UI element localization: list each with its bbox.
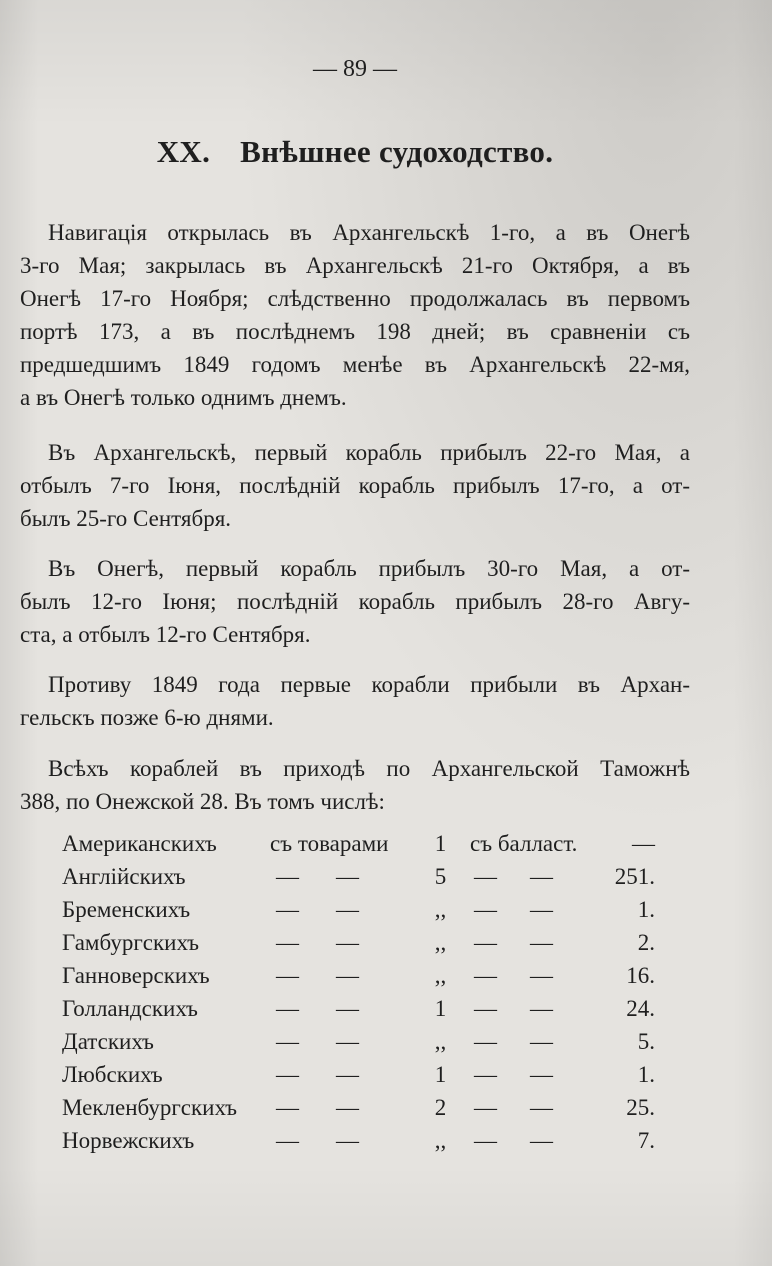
table-row [0, 959, 772, 992]
with-ballast-count: 25. [626, 1095, 655, 1120]
ditto-dash: — [276, 864, 299, 889]
with-goods-column [268, 992, 413, 1025]
with-ballast-column [468, 992, 593, 1025]
text-line: гельскъ позже 6-ю днями. [20, 705, 274, 730]
with-goods-count: ,, [434, 897, 447, 922]
ditto-dash: — [336, 1128, 359, 1153]
text-line: ста, а отбылъ 12-го Сентября. [20, 622, 311, 647]
text-line: былъ 25-го Сентября. [20, 506, 232, 531]
ditto-dash: — [276, 963, 299, 988]
section-heading [20, 133, 690, 171]
with-goods-column [268, 827, 413, 860]
ship-nationality: Ганноверскихъ [62, 963, 210, 988]
ditto-dash: — [474, 1029, 497, 1054]
with-ballast-count: 7. [637, 1128, 655, 1153]
with-ballast-column [468, 1091, 593, 1124]
ship-nationality: Американскихъ [62, 831, 217, 856]
ditto-dash: — [336, 1062, 359, 1087]
text-line: Всѣхъ кораблей въ приходѣ по Архангельской Таможнѣ [48, 756, 690, 781]
with-ballast-count: 16. [626, 963, 655, 988]
table-row [0, 1058, 772, 1091]
with-goods-column [268, 893, 413, 926]
paragraph [20, 552, 690, 651]
ship-nationality: Датскихъ [62, 1029, 154, 1054]
ditto-dash: — [530, 1095, 553, 1120]
with-goods-label: съ товарами [270, 831, 389, 856]
text-line: Навигація открылась въ Архангельскѣ 1-го, а въ Онегѣ [48, 220, 690, 245]
with-ballast-label: съ балласт. [470, 831, 578, 856]
with-ballast-count: 1. [637, 1062, 655, 1087]
text-line: Въ Онегѣ, первый корабль прибылъ 30-го Мая, а от- [48, 556, 690, 581]
with-ballast-column [468, 1124, 593, 1157]
with-ballast-count: 2. [637, 930, 655, 955]
with-goods-count: 1 [434, 996, 447, 1021]
with-ballast-column [468, 926, 593, 959]
with-ballast-count: 5. [637, 1029, 655, 1054]
ditto-dash: — [276, 897, 299, 922]
ditto-dash: — [474, 1128, 497, 1153]
with-goods-count: ,, [434, 1029, 447, 1054]
with-goods-column [268, 926, 413, 959]
ditto-dash: — [336, 1095, 359, 1120]
ditto-dash: — [474, 1062, 497, 1087]
ship-nationality: Голландскихъ [62, 996, 198, 1021]
with-ballast-count: 24. [626, 996, 655, 1021]
with-goods-count: 1 [434, 831, 447, 856]
table-row [0, 992, 772, 1025]
with-goods-column [268, 1091, 413, 1124]
with-goods-column [268, 1025, 413, 1058]
text-line: Противу 1849 года первые корабли прибыли въ Архан- [48, 672, 690, 697]
text-line: портѣ 173, а въ послѣднемъ 198 дней; въ сравненіи съ [20, 319, 690, 344]
ditto-dash: — [530, 1128, 553, 1153]
section-number: XX. [156, 134, 211, 169]
ditto-dash: — [336, 930, 359, 955]
ditto-dash: — [474, 864, 497, 889]
with-ballast-column [468, 860, 593, 893]
ship-arrivals-table [0, 827, 772, 1157]
with-ballast-count: 251. [614, 864, 655, 889]
ship-nationality: Гамбургскихъ [62, 930, 199, 955]
ditto-dash: — [530, 996, 553, 1021]
with-ballast-column [468, 827, 593, 860]
ditto-dash: — [530, 963, 553, 988]
ditto-dash: — [530, 930, 553, 955]
text-line: 3-го Мая; закрылась въ Архангельскѣ 21-го Октября, а въ [20, 253, 690, 278]
table-row [0, 860, 772, 893]
ditto-dash: — [336, 963, 359, 988]
section-title: Внѣшнее судоходство. [240, 134, 554, 169]
with-goods-column [268, 959, 413, 992]
ditto-dash: — [336, 1029, 359, 1054]
with-goods-column [268, 860, 413, 893]
ditto-dash: — [530, 864, 553, 889]
with-goods-column [268, 1058, 413, 1091]
with-goods-count: 2 [434, 1095, 447, 1120]
table-row [0, 926, 772, 959]
paragraph [20, 216, 690, 414]
ship-nationality: Бременскихъ [62, 897, 191, 922]
page-number: — 89 — [313, 56, 397, 82]
paragraph [20, 752, 690, 818]
with-goods-count: ,, [434, 930, 447, 955]
with-goods-count: 1 [434, 1062, 447, 1087]
ditto-dash: — [336, 897, 359, 922]
with-ballast-column [468, 1058, 593, 1091]
ditto-dash: — [530, 897, 553, 922]
table-row [0, 1091, 772, 1124]
paragraph [20, 668, 690, 734]
ditto-dash: — [474, 996, 497, 1021]
ditto-dash: — [530, 1062, 553, 1087]
with-ballast-column [468, 893, 593, 926]
with-ballast-count: 1. [637, 897, 655, 922]
with-goods-count: ,, [434, 1128, 447, 1153]
ship-nationality: Англійскихъ [62, 864, 186, 889]
text-line: Въ Архангельскѣ, первый корабль прибылъ 22-го Мая, а [48, 440, 690, 465]
ship-nationality: Любскихъ [62, 1062, 163, 1087]
paragraph [20, 436, 690, 535]
text-line: предшедшимъ 1849 годомъ менѣе въ Архангельскѣ 22-мя, [20, 352, 690, 377]
text-line: Онегѣ 17-го Ноября; слѣдственно продолжалась въ первомъ [20, 286, 690, 311]
text-line: отбылъ 7-го Іюня, послѣдній корабль прибылъ 17-го, а от- [20, 473, 690, 498]
table-row [0, 1025, 772, 1058]
text-line: былъ 12-го Іюня; послѣдній корабль прибылъ 28-го Авгу- [20, 589, 690, 614]
ditto-dash: — [530, 1029, 553, 1054]
ditto-dash: — [276, 1095, 299, 1120]
text-line: 388, по Онежской 28. Въ томъ числѣ: [20, 789, 385, 814]
ship-nationality: Мекленбургскихъ [62, 1095, 237, 1120]
ditto-dash: — [276, 930, 299, 955]
ditto-dash: — [276, 1128, 299, 1153]
ship-nationality: Норвежскихъ [62, 1128, 195, 1153]
ditto-dash: — [474, 963, 497, 988]
ditto-dash: — [276, 996, 299, 1021]
ditto-dash: — [336, 864, 359, 889]
text-line: а въ Онегѣ только однимъ днемъ. [20, 385, 347, 410]
table-row [0, 1124, 772, 1157]
ditto-dash: — [474, 897, 497, 922]
ditto-dash: — [276, 1062, 299, 1087]
table-row [0, 827, 772, 860]
with-ballast-count: — [632, 831, 655, 856]
with-goods-column [268, 1124, 413, 1157]
ditto-dash: — [276, 1029, 299, 1054]
with-goods-count: ,, [434, 963, 447, 988]
ditto-dash: — [336, 996, 359, 1021]
with-ballast-column [468, 959, 593, 992]
with-goods-count: 5 [434, 864, 447, 889]
ditto-dash: — [474, 930, 497, 955]
with-ballast-column [468, 1025, 593, 1058]
ditto-dash: — [474, 1095, 497, 1120]
table-row [0, 893, 772, 926]
